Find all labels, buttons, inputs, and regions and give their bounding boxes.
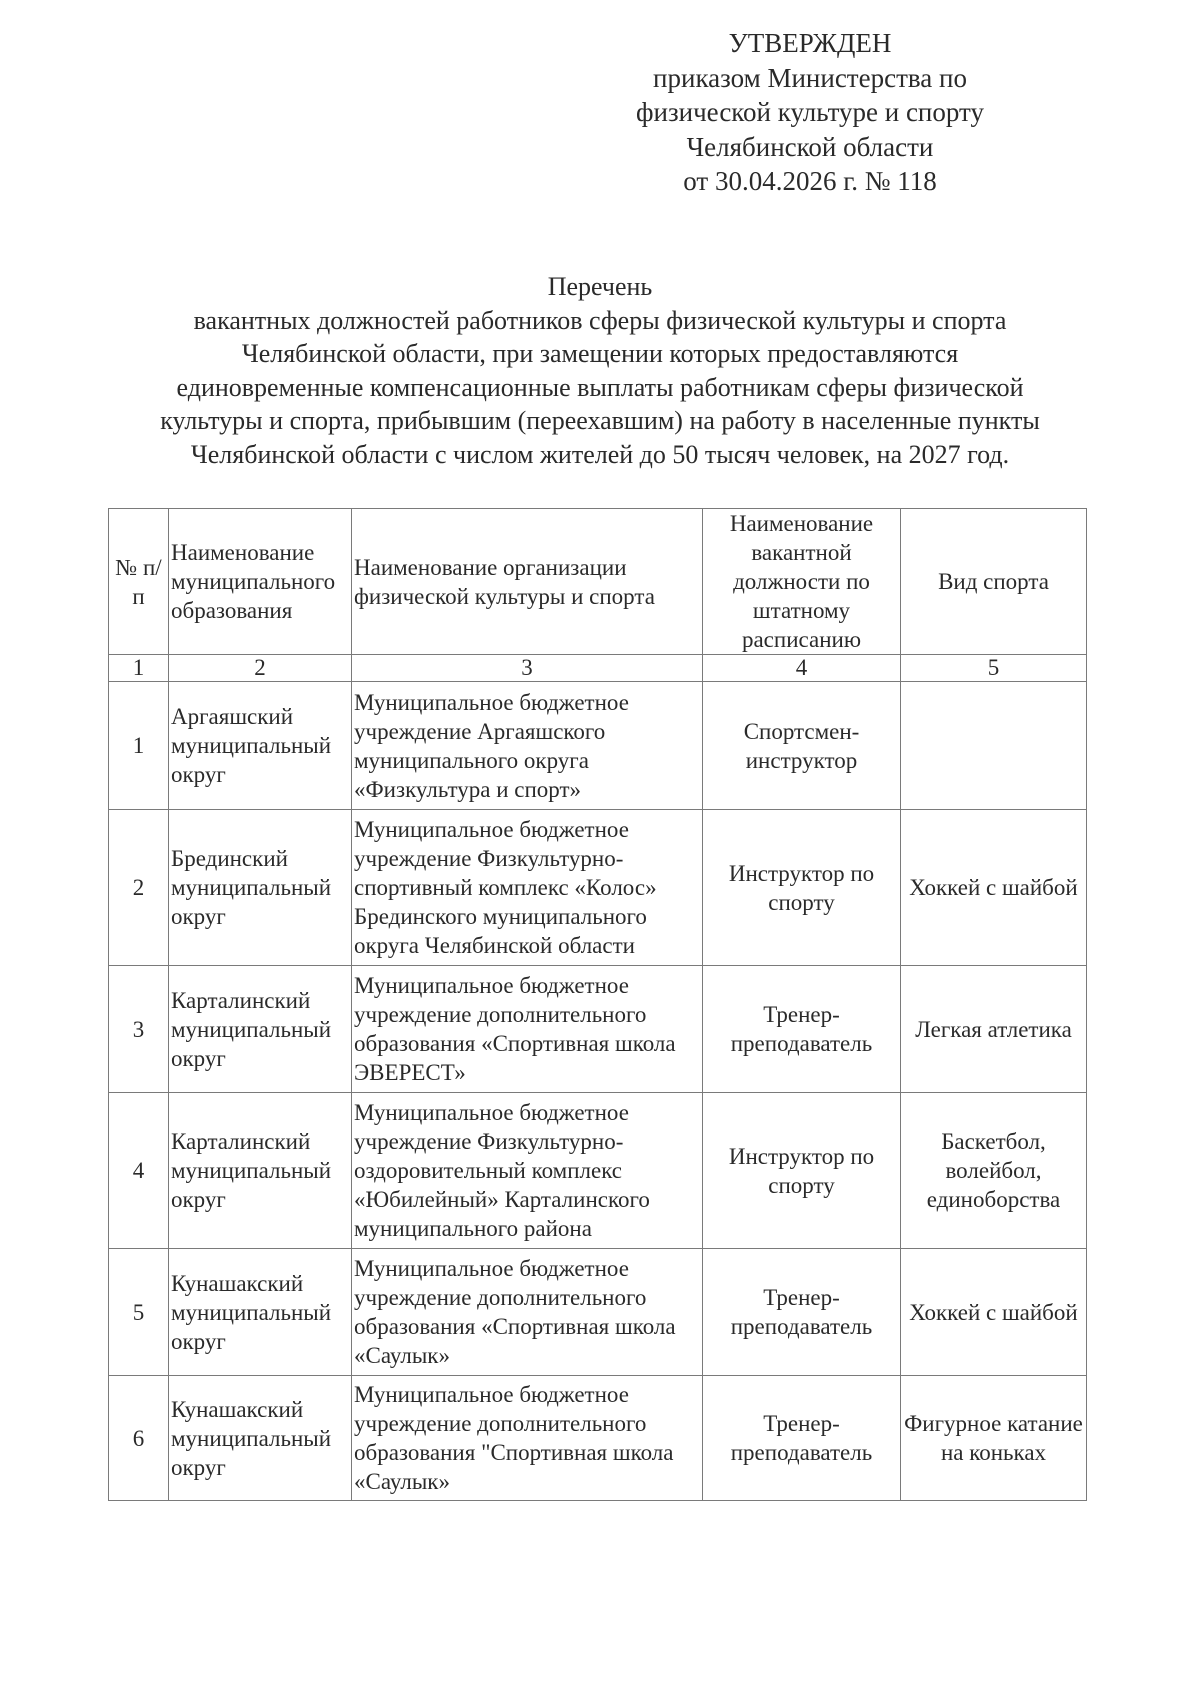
row-organization: Муниципальное бюджетное учреждение дополнительного образования «Спортивная школа «Саулык» bbox=[352, 1249, 703, 1376]
table-row bbox=[109, 810, 1087, 966]
header-position: Наименование вакантной должности по штатному расписанию bbox=[703, 509, 901, 655]
row-position: Инструктор по спорту bbox=[703, 810, 901, 966]
title-line-5: культуры и спорта, прибывшим (переехавшим) на работу в населенные пункты bbox=[160, 406, 1040, 435]
approval-ministry-line: физической культуре и спорту bbox=[636, 97, 984, 127]
row-position: Тренер-преподаватель bbox=[703, 1376, 901, 1501]
row-municipality: Кунашакский муниципальный округ bbox=[169, 1376, 352, 1501]
row-sport bbox=[901, 682, 1087, 810]
row-organization: Муниципальное бюджетное учреждение Аргаяшского муниципального округа «Физкультура и спорт» bbox=[352, 682, 703, 810]
row-position: Тренер-преподаватель bbox=[703, 1249, 901, 1376]
column-index-cell: 5 bbox=[901, 655, 1087, 682]
row-num: 4 bbox=[109, 1093, 169, 1249]
row-num: 3 bbox=[109, 966, 169, 1093]
table-row bbox=[109, 1093, 1087, 1249]
row-sport: Хоккей с шайбой bbox=[901, 1249, 1087, 1376]
table-row bbox=[109, 682, 1087, 810]
header-sport: Вид спорта bbox=[901, 509, 1087, 655]
row-sport: Легкая атлетика bbox=[901, 966, 1087, 1093]
header-municipality: Наименование муниципального образования bbox=[169, 509, 352, 655]
title-line-2: вакантных должностей работников сферы физической культуры и спорта bbox=[193, 305, 1007, 335]
approval-date-number: от 30.04.2026 г. № 118 bbox=[683, 166, 937, 196]
table-row bbox=[109, 1249, 1087, 1376]
row-municipality: Кунашакский муниципальный округ bbox=[169, 1249, 352, 1376]
row-municipality: Карталинский муниципальный округ bbox=[169, 966, 352, 1093]
row-sport: Фигурное катание на коньках bbox=[901, 1376, 1087, 1501]
row-organization: Муниципальное бюджетное учреждение Физкультурно-оздоровительный комплекс «Юбилейный» Карталинского муниципального района bbox=[352, 1093, 703, 1249]
row-organization: Муниципальное бюджетное учреждение Физкультурно-спортивный комплекс «Колос» Брединского муниципального округа Челябинской области bbox=[352, 810, 703, 966]
column-index-cell: 3 bbox=[352, 655, 703, 682]
row-municipality: Брединский муниципальный округ bbox=[169, 810, 352, 966]
column-index-cell: 2 bbox=[169, 655, 352, 682]
approval-heading: УТВЕРЖДЕН bbox=[728, 28, 892, 58]
row-position: Инструктор по спорту bbox=[703, 1093, 901, 1249]
row-sport: Баскетбол, волейбол, единоборства bbox=[901, 1093, 1087, 1249]
document-title bbox=[60, 270, 1140, 471]
title-line-3: Челябинской области, при замещении которых предоставляются bbox=[241, 339, 959, 368]
row-num: 2 bbox=[109, 810, 169, 966]
vacancies-table bbox=[108, 508, 1087, 1501]
row-num: 1 bbox=[109, 682, 169, 810]
header-organization: Наименование организации физической культуры и спорта bbox=[352, 509, 703, 655]
title-line-4: единовременные компенсационные выплаты работникам сферы физической bbox=[176, 372, 1024, 402]
title-line-6: Челябинской области с числом жителей до 50 тысяч человек, на 2027 год. bbox=[190, 439, 1010, 469]
header-num: № п/п bbox=[109, 509, 169, 655]
row-num: 6 bbox=[109, 1376, 169, 1501]
table-row bbox=[109, 966, 1087, 1093]
row-position: Тренер-преподаватель bbox=[703, 966, 901, 1093]
row-organization: Муниципальное бюджетное учреждение дополнительного образования "Спортивная школа «Саулык» bbox=[352, 1376, 703, 1501]
row-organization: Муниципальное бюджетное учреждение дополнительного образования «Спортивная школа ЭВЕРЕСТ» bbox=[352, 966, 703, 1093]
approval-stamp bbox=[560, 26, 1060, 199]
row-position: Спортсмен-инструктор bbox=[703, 682, 901, 810]
row-sport: Хоккей с шайбой bbox=[901, 810, 1087, 966]
row-municipality: Аргаяшский муниципальный округ bbox=[169, 682, 352, 810]
approval-order-line: приказом Министерства по bbox=[653, 62, 967, 93]
table-header-row bbox=[109, 509, 1087, 655]
row-num: 5 bbox=[109, 1249, 169, 1376]
column-index-row bbox=[109, 655, 1087, 682]
approval-region-line: Челябинской области bbox=[686, 131, 934, 162]
table-row bbox=[109, 1376, 1087, 1501]
column-index-cell: 1 bbox=[109, 655, 169, 682]
title-line-1: Перечень bbox=[547, 272, 653, 301]
row-municipality: Карталинский муниципальный округ bbox=[169, 1093, 352, 1249]
column-index-cell: 4 bbox=[703, 655, 901, 682]
